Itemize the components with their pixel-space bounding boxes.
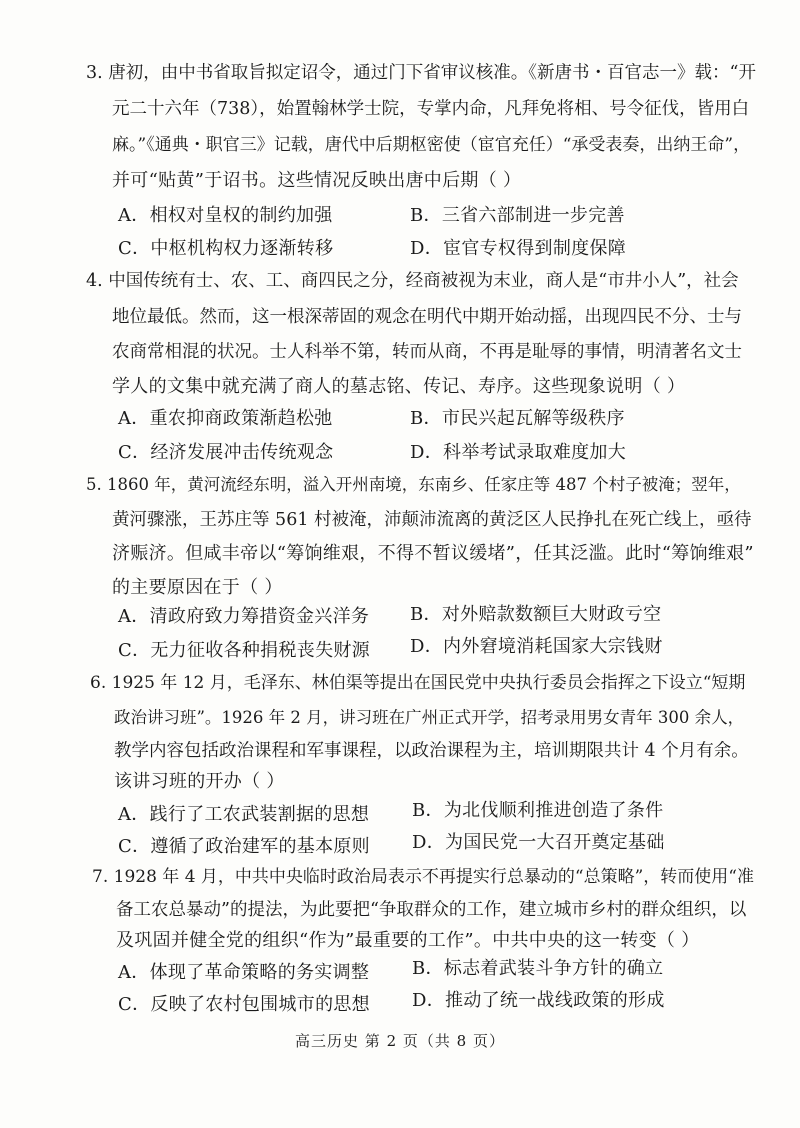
option-d[interactable]: D．推动了统一战线政策的形成: [412, 990, 665, 1011]
question-line: 及巩固并健全党的组织“作为”最重要的工作”。中共中央的这一转变（ ）: [116, 930, 700, 951]
question-line: 5. 1860 年，黄河流经东明，溢入开州南境，东南乡、任家庄等 487 个村子被淹；翌年，: [86, 475, 741, 494]
option-a[interactable]: A．重农抑商政策渐趋松弛: [118, 408, 333, 429]
question-line: 并可“贴黄”于诏书。这些情况反映出唐中后期（ ）: [112, 170, 522, 191]
question-line: 6. 1925 年 12 月，毛泽东、林伯渠等提出在国民党中央执行委员会指挥之下设立“短期: [90, 673, 746, 693]
question-line: 3. 唐初，由中书省取旨拟定诏令，通过门下省审议核准。《新唐书・百官志一》载：“开: [86, 63, 756, 83]
option-c[interactable]: C．中枢机构权力逐渐转移: [118, 238, 334, 259]
question-line: 7. 1928 年 4 月，中共中央临时政治局表示不再提实行总暴动的“总策略”，转而使用“准: [92, 867, 754, 887]
option-d[interactable]: D．宦官专权得到制度保障: [410, 238, 627, 259]
option-b[interactable]: B．三省六部制进一步完善: [410, 205, 625, 226]
option-b[interactable]: B．为北伐顺利推进创造了条件: [412, 800, 664, 821]
option-c[interactable]: C．遵循了政治建军的基本原则: [118, 836, 370, 857]
question-line: 备工农总暴动”的提法，为此要把“争取群众的工作，建立城市乡村的群众组织，以: [116, 900, 747, 920]
option-b[interactable]: B．市民兴起瓦解等级秩序: [410, 408, 625, 429]
question-line: 地位最低。然而，这一根深蒂固的观念在明代中期开始动摇，出现四民不分、士与: [112, 307, 742, 327]
option-a[interactable]: A．体现了革命策略的务实调整: [118, 962, 370, 983]
question-line: 4. 中国传统有士、农、工、商四民之分，经商被视为末业，商人是“市井小人”，社会: [86, 271, 739, 291]
option-c[interactable]: C．经济发展冲击传统观念: [118, 442, 334, 463]
option-a[interactable]: A．清政府致力筹措资金兴洋务: [118, 606, 370, 627]
question-line: 麻。”《通典・职官三》记载，唐代中后期枢密使（宦官充任）“承受表奏，出纳王命”，: [112, 135, 751, 155]
option-c[interactable]: C．无力征收各种捐税丧失财源: [118, 640, 370, 661]
question-line: 学人的文集中就充满了商人的墓志铭、传记、寿序。这些现象说明（ ）: [112, 376, 686, 397]
option-d[interactable]: D．为国民党一大召开奠定基础: [412, 832, 665, 853]
option-d[interactable]: D．内外窘境消耗国家大宗钱财: [410, 636, 663, 657]
option-c[interactable]: C．反映了农村包围城市的思想: [118, 994, 370, 1015]
question-line: 的主要原因在于（ ）: [112, 577, 283, 598]
option-a[interactable]: A．践行了工农武装割据的思想: [118, 804, 370, 825]
page-footer: 高三历史 第 2 页（共 8 页）: [295, 1032, 505, 1050]
question-line: 济赈济。但咸丰帝以“筹饷维艰，不得不暂议缓堵”，任其泛滥。此时“筹饷维艰”: [112, 543, 754, 564]
option-d[interactable]: D．科举考试录取难度加大: [410, 442, 627, 463]
option-a[interactable]: A．相权对皇权的制约加强: [118, 205, 333, 226]
option-b[interactable]: B．标志着武装斗争方针的确立: [412, 958, 664, 979]
question-line: 政治讲习班”。1926 年 2 月，讲习班在广州正式开学，招考录用男女青年 300 余人，: [114, 708, 745, 727]
question-line: 黄河骤涨，王苏庄等 561 村被淹，沛颠沛流离的黄泛区人民挣扎在死亡线上，亟待: [112, 510, 752, 530]
question-line: 农商常相混的状况。士人科举不第，转而从商，不再是耻辱的事情，明清著名文士: [112, 342, 742, 362]
question-line: 教学内容包括政治课程和军事课程，以政治课程为主，培训期限共计 4 个月有余。: [114, 741, 749, 761]
option-b[interactable]: B．对外赔款数额巨大财政亏空: [410, 604, 662, 625]
question-line: 元二十六年（738），始置翰林学士院，专掌内命，凡拜免将相、号令征伐，皆用白: [112, 99, 750, 119]
question-line: 该讲习班的开办（ ）: [114, 771, 285, 792]
